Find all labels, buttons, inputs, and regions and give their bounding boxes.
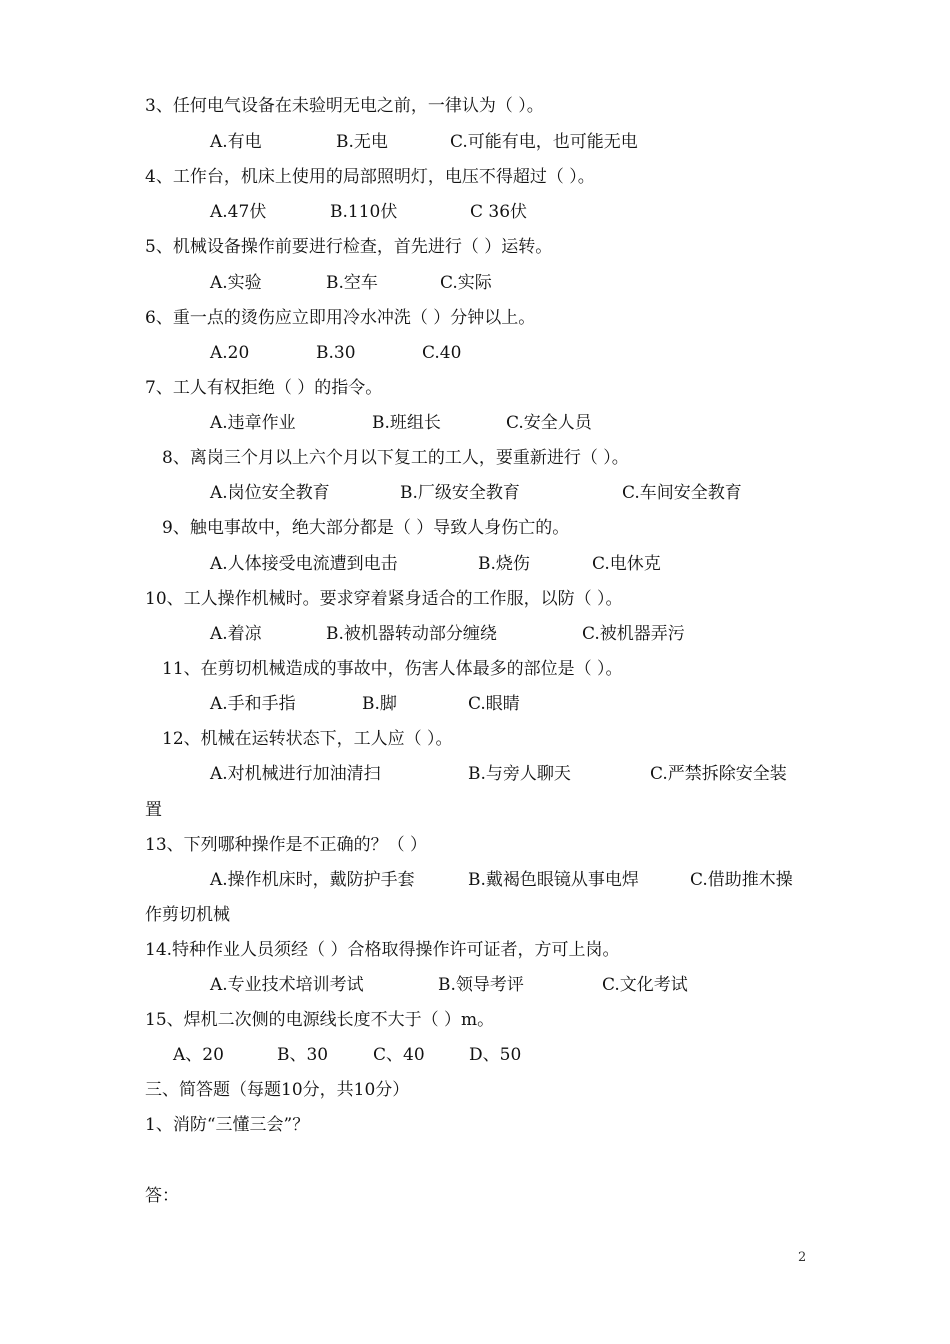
option-c: C.车间安全教育	[622, 483, 742, 503]
option-a: A.20	[210, 343, 250, 363]
question-11-stem: 11、在剪切机械造成的事故中，伤害人体最多的部位是（ ）。	[162, 659, 623, 679]
question-6-stem: 6、重一点的烫伤应立即用冷水冲洗（ ）分钟以上。	[145, 308, 536, 328]
option-c: C.可能有电，也可能无电	[450, 132, 638, 152]
option-a: A.违章作业	[210, 413, 296, 433]
option-c: C.被机器弄污	[582, 624, 685, 644]
question-8-stem: 8、离岗三个月以上六个月以下复工的工人，要重新进行（ ）。	[162, 448, 629, 468]
question-15-stem: 15、焊机二次侧的电源线长度不大于（ ）m。	[145, 1010, 495, 1030]
option-b: B.空车	[326, 273, 378, 293]
question-3-stem: 3、任何电气设备在未验明无电之前，一律认为（ ）。	[145, 96, 544, 116]
option-b: B.110伏	[330, 202, 398, 222]
answer-label: 答：	[145, 1186, 179, 1206]
option-a: A.对机械进行加油清扫	[210, 764, 381, 784]
short-answer-question-1: 1、消防“三懂三会”？	[145, 1115, 310, 1135]
option-a: A.人体接受电流遭到电击	[210, 554, 398, 574]
option-c: C.电休克	[592, 554, 661, 574]
option-c: C.40	[422, 343, 462, 363]
option-d: D、50	[469, 1045, 522, 1065]
option-b: B.30	[316, 343, 356, 363]
question-14-stem: 14.特种作业人员须经（ ）合格取得操作许可证者，方可上岗。	[145, 940, 620, 960]
option-b: B.领导考评	[438, 975, 524, 995]
option-b: B、30	[277, 1045, 329, 1065]
question-5-stem: 5、机械设备操作前要进行检查，首先进行（ ）运转。	[145, 237, 553, 257]
option-a: A.实验	[210, 273, 262, 293]
option-c: C.实际	[440, 273, 492, 293]
option-b: B.班组长	[372, 413, 441, 433]
option-c: C.安全人员	[506, 413, 592, 433]
option-a: A、20	[173, 1045, 224, 1065]
option-a: A.岗位安全教育	[210, 483, 330, 503]
question-13-wrap: 作剪切机械	[145, 905, 230, 925]
option-a: A.着凉	[210, 624, 262, 644]
option-b: B.与旁人聊天	[468, 764, 571, 784]
section-3-heading: 三、简答题（每题10分，共10分）	[145, 1080, 410, 1100]
option-a: A.有电	[210, 132, 262, 152]
option-b: B.被机器转动部分缠绕	[326, 624, 497, 644]
option-c: C 36伏	[470, 202, 528, 222]
option-c: C.文化考试	[602, 975, 688, 995]
option-b: B.戴褐色眼镜从事电焊	[468, 870, 639, 890]
option-a: A.专业技术培训考试	[210, 975, 364, 995]
question-7-stem: 7、工人有权拒绝（ ）的指令。	[145, 378, 383, 398]
question-12-stem: 12、机械在运转状态下，工人应（ ）。	[162, 729, 453, 749]
question-4-stem: 4、工作台，机床上使用的局部照明灯，电压不得超过（ ）。	[145, 167, 595, 187]
option-c: C、40	[373, 1045, 425, 1065]
page-number: 2	[798, 1250, 807, 1265]
option-a: A.手和手指	[210, 694, 296, 714]
option-a: A.操作机床时，戴防护手套	[210, 870, 415, 890]
question-12-wrap: 置	[145, 800, 162, 820]
question-9-stem: 9、触电事故中，绝大部分都是（ ）导致人身伤亡的。	[162, 518, 570, 538]
option-a: A.47伏	[210, 202, 267, 222]
option-c: C.借助推木操	[690, 870, 793, 890]
option-b: B.无电	[336, 132, 388, 152]
option-b: B.厂级安全教育	[400, 483, 520, 503]
option-b: B.烧伤	[478, 554, 530, 574]
question-13-stem: 13、下列哪种操作是不正确的？（ ）	[145, 835, 428, 855]
option-c: C.眼睛	[468, 694, 520, 714]
option-b: B.脚	[362, 694, 397, 714]
option-c: C.严禁拆除安全装	[650, 764, 787, 784]
question-10-stem: 10、工人操作机械时。要求穿着紧身适合的工作服，以防（ ）。	[145, 589, 623, 609]
